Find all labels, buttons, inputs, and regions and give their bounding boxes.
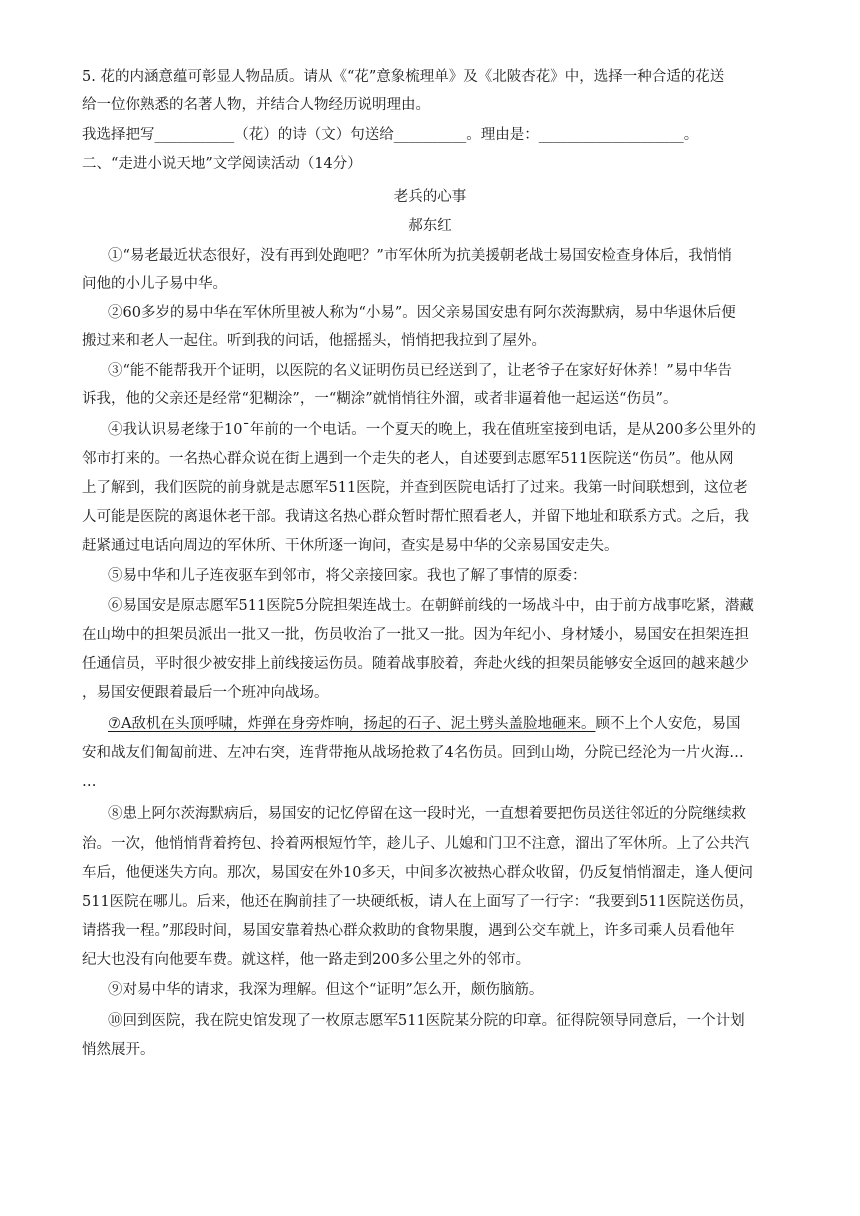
- story-author: 郝东红: [408, 218, 452, 234]
- paragraph-line: ⑨对易中华的请求，我深为理解。但这个“证明”怎么开，颇伤脑筋。: [108, 982, 544, 998]
- paragraph-line: 上了解到，我们医院的前身就是志愿军511医院，并查到医院电话打了过来。我第一时间联想到，这位老: [82, 480, 748, 496]
- paragraph-line: ⑥易国安是原志愿军511医院5分院担架连战士。在朝鲜前线的一场战斗中，由于前方战事吃紧，潜藏: [108, 598, 754, 614]
- paragraph-line: ⑩回到医院，我在院史馆发现了一枚原志愿军511医院某分院的印章。征得院领导同意后，一个计划: [108, 1013, 745, 1029]
- paragraph-line: 511医院在哪儿。后来，他还在胸前挂了一块硬纸板，请人在上面写了一行字：“我要到511医院送伤员，: [82, 894, 754, 910]
- paragraph-line: 搬过来和老人一起住。听到我的问话，他摇摇头，悄悄把我拉到了屋外。: [82, 333, 546, 349]
- paragraph-line: 人可能是医院的离退休老干部。我请这名热心群众暂时帮忙照看老人，并留下地址和联系方式。之后，我: [82, 509, 749, 525]
- paragraph-line: 悄然展开。: [82, 1042, 155, 1058]
- paragraph-line: …: [82, 774, 97, 790]
- paragraph-line: ④我认识易老缘于10¯年前的一个电话。一个夏天的晚上，我在值班室接到电话，是从200多公里外的: [108, 422, 756, 438]
- question-5-answer-line: 我选择把写___________（花）的诗（文）句送给__________。理由是：____________________。: [82, 127, 699, 143]
- paragraph-line: 治。一次，他悄悄背着挎包、拎着两根短竹竿，趁儿子、儿媳和门卫不注意，溜出了军休所。上了公共汽: [82, 836, 749, 852]
- question-5-line-1: 5. 花的内涵意蕴可彰显人物品质。请从《“花”意象梳理单》及《北陂杏花》中，选择一种合适的花送: [82, 69, 725, 85]
- paragraph-line: 赶紧通过电话向周边的军休所、干休所逐一询问，查实是易中华的父亲易国安走失。: [82, 538, 619, 554]
- paragraph-line: ②60多岁的易中华在军休所里被人称为“小易”。因父亲易国安患有阿尔茨海默病，易中华退休后便: [108, 305, 736, 321]
- paragraph-line: ⑧患上阿尔茨海默病后，易国安的记忆停留在这一段时光，一直想着要把伤员送往邻近的分院继续救: [108, 806, 746, 822]
- paragraph-line: 在山坳中的担架员派出一批又一批，伤员收治了一批又一批。因为年纪小、身材矮小，易国安在担架连担: [82, 627, 749, 643]
- paragraph-line: 纪大也没有向他要车费。就这样，他一路走到200多公里之外的邻市。: [82, 952, 531, 968]
- paragraph-line: ⑤易中华和儿子连夜驱车到邻市，将父亲接回家。我也了解了事情的原委：: [108, 568, 587, 584]
- story-title: 老兵的心事: [393, 189, 467, 205]
- paragraph-line: 车后，他便迷失方向。那次，易国安在外10多天，中间多次被热心群众收留，仍反复悄悄溜走，逢人便问: [82, 865, 753, 881]
- question-5-line-2: 给一位你熟悉的名著人物，并结合人物经历说明理由。: [82, 97, 430, 113]
- paragraph-line: 诉我，他的父亲还是经常“犯糊涂”，一“糊涂”就悄悄往外溜，或者非逼着他一起运送“伤员”。: [82, 391, 678, 407]
- paragraph-line: 问他的小儿子易中华。: [82, 276, 227, 292]
- paragraph-line: 请搭我一程。”那段时间，易国安靠着热心群众救助的食物果腹，遇到公交车就上，许多司乘人员看他年: [82, 923, 735, 939]
- paragraph-line: 任通信员，平时很少被安排上前线接运伤员。随着战事胶着，奔赴火线的担架员能够安全返回的越来越少: [82, 656, 749, 672]
- paragraph-line: 邻市打来的。一名热心群众说在街上遇到一个走失的老人，自述要到志愿军511医院送“伤员”。他从网: [82, 451, 734, 467]
- paragraph-line: ，易国安便跟着最后一个班冲向战场。: [82, 685, 329, 701]
- paragraph-line: ③“能不能帮我开个证明，以医院的名义证明伤员已经送到了，让老爷子在家好好休养！”易中华告: [108, 363, 732, 379]
- section-2-heading: 二、“走进小说天地”文学阅读活动（14分）: [82, 156, 362, 172]
- paragraph-line: ①“易老最近状态很好，没有再到处跑吧？”市军休所为抗美援朝老战士易国安检查身体后，我悄悄: [108, 248, 732, 264]
- paragraph-line: [108, 714, 740, 734]
- paragraph-line-tail: 顾不上个人安危，易国: [595, 716, 741, 732]
- paragraph-line: 安和战友们匍匐前进、左冲右突，连背带拖从战场抢救了4名伤员。回到山坳，分院已经沦为一片火海…: [82, 745, 744, 761]
- underlined-sentence-a: ⑦A敌机在头顶呼啸，炸弹在身旁炸响，扬起的石子、泥土劈头盖脸地砸来。: [108, 716, 596, 732]
